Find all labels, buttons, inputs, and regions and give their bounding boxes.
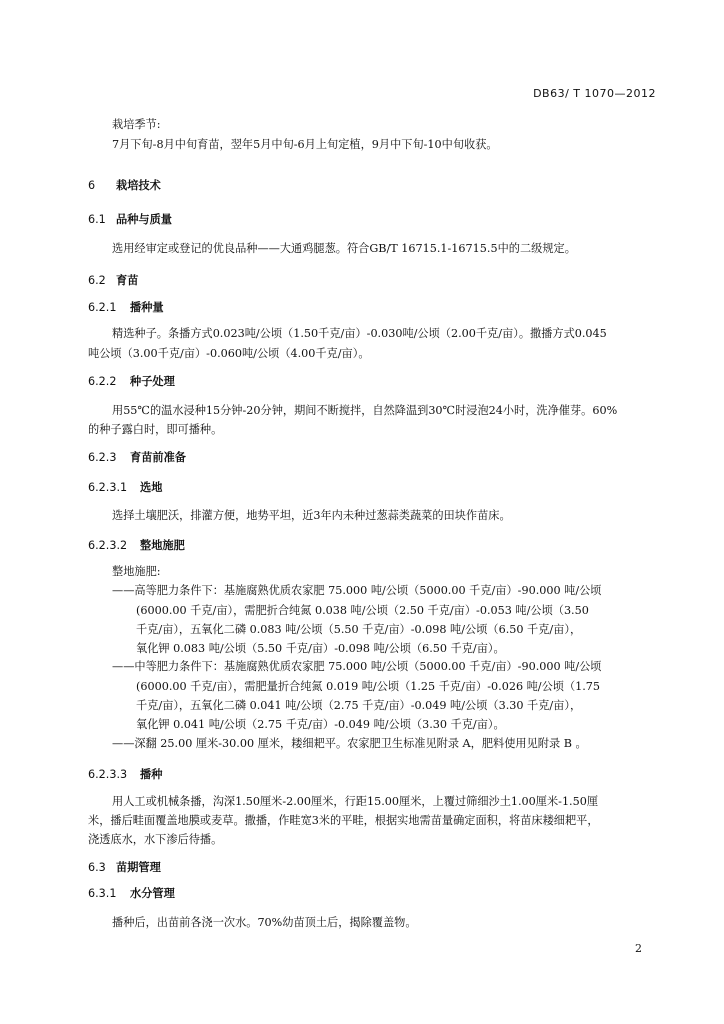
section-number: 6.3 (88, 861, 106, 874)
paragraph-line: 浇透底水，水下渗后待播。 (88, 833, 223, 846)
section-number: 6.2.3.3 (88, 768, 128, 781)
paragraph-line: 用人工或机械条播，沟深1.50厘米-2.00厘米，行距15.00厘米，上覆过筛细沙土1.00厘米-1.50厘 (112, 795, 599, 808)
list-item-line: ——高等肥力条件下：基施腐熟优质农家肥 75.000 吨/公顷（5000.00 千克/亩）-90.000 吨/公顷 (112, 584, 602, 597)
paragraph-line: 精选种子。条播方式0.023吨/公顷（1.50千克/亩）-0.030吨/公顷（2.00千克/亩）。撒播方式0.045 (112, 327, 607, 340)
section-heading-6 (88, 179, 161, 193)
section-heading-6-2-3-3 (88, 768, 162, 782)
list-item-line: 氧化钾 0.083 吨/公顷（5.50 千克/亩）-0.098 吨/公顷（6.50 千克/亩）。 (136, 642, 505, 655)
paragraph-line: 选择土壤肥沃，排灌方便，地势平坦，近3年内未种过葱蒜类蔬菜的田块作苗床。 (112, 509, 511, 522)
paragraph-line: 米，播后畦面覆盖地膜或麦草。撒播，作畦宽3米的平畦，根据实地需苗量确定面积，将苗床耧细耙平， (88, 814, 599, 827)
section-title: 水分管理 (130, 887, 175, 900)
section-title: 育苗 (116, 274, 139, 287)
section-number: 6.1 (88, 213, 106, 226)
paragraph-line: 栽培季节: (112, 118, 161, 131)
paragraph-line: 用55℃的温水浸种15分钟-20分钟，期间不断搅拌，自然降温到30℃时浸泡24小时，洗净催芽。60% (112, 404, 618, 417)
list-item-line: 千克/亩），五氧化二磷 0.041 吨/公顷（2.75 千克/亩）-0.049 吨/公顷（3.30 千克/亩）， (136, 699, 582, 712)
section-title: 播种量 (130, 301, 164, 314)
list-item-line: (6000.00 千克/亩），需肥折合纯氮 0.038 吨/公顷（2.50 千克/亩）-0.053 吨/公顷（3.50 (136, 604, 589, 617)
section-heading-6-3-1 (88, 887, 175, 901)
section-heading-6-3 (88, 861, 161, 875)
section-number: 6.2.3.2 (88, 539, 128, 552)
paragraph-line: 7月下旬-8月中旬育苗，翌年5月中旬-6月上旬定植，9月中下旬-10中旬收获。 (112, 138, 498, 151)
page-number: 2 (635, 942, 642, 955)
paragraph-line: 的种子露白时，即可播种。 (88, 423, 223, 436)
section-number: 6.2.3 (88, 451, 117, 464)
section-title: 整地施肥 (140, 539, 185, 552)
section-title: 播种 (140, 768, 163, 781)
section-heading-6-2-2 (88, 375, 175, 389)
section-heading-6-2-3 (88, 451, 186, 465)
section-heading-6-1 (88, 213, 172, 227)
section-number: 6.2.3.1 (88, 481, 128, 494)
list-item-line: ——深翻 25.00 厘米-30.00 厘米，耧细耙平。农家肥卫生标准见附录 A，肥料使用见附录 B 。 (112, 737, 587, 750)
section-number: 6.2.1 (88, 301, 117, 314)
section-title: 品种与质量 (116, 213, 172, 226)
list-item-line: 氧化钾 0.041 吨/公顷（2.75 千克/亩）-0.049 吨/公顷（3.30 千克/亩）。 (136, 718, 505, 731)
list-item-line: (6000.00 千克/亩），需肥量折合纯氮 0.019 吨/公顷（1.25 千克/亩）-0.026 吨/公顷（1.75 (136, 680, 601, 693)
section-title: 种子处理 (130, 375, 175, 388)
section-title: 育苗前准备 (130, 451, 186, 464)
paragraph-line: 播种后，出苗前各浇一次水。70%幼苗顶土后，揭除覆盖物。 (112, 916, 417, 929)
list-item-line: ——中等肥力条件下：基施腐熟优质农家肥 75.000 吨/公顷（5000.00 千克/亩）-90.000 吨/公顷 (112, 660, 602, 673)
section-number: 6.2 (88, 274, 106, 287)
section-number: 6 (88, 179, 96, 192)
section-heading-6-2-1 (88, 301, 164, 315)
section-title: 栽培技术 (116, 179, 161, 192)
section-heading-6-2-3-1 (88, 481, 162, 495)
paragraph-line: 整地施肥: (112, 565, 161, 578)
list-item-line: 千克/亩），五氧化二磷 0.083 吨/公顷（5.50 千克/亩）-0.098 吨/公顷（6.50 千克/亩）， (136, 623, 582, 636)
paragraph-line: 选用经审定或登记的优良品种——大通鸡腿葱。符合GB/T 16715.1-16715.5中的二级规定。 (112, 242, 576, 255)
section-title: 选地 (140, 481, 163, 494)
section-title: 苗期管理 (116, 861, 161, 874)
paragraph-line: 吨公顷（3.00千克/亩）-0.060吨/公顷（4.00千克/亩）。 (88, 347, 370, 360)
section-heading-6-2-3-2 (88, 539, 185, 553)
section-heading-6-2 (88, 274, 138, 288)
section-number: 6.3.1 (88, 887, 117, 900)
standard-number: DB63/ T 1070—2012 (533, 87, 656, 100)
section-number: 6.2.2 (88, 375, 117, 388)
